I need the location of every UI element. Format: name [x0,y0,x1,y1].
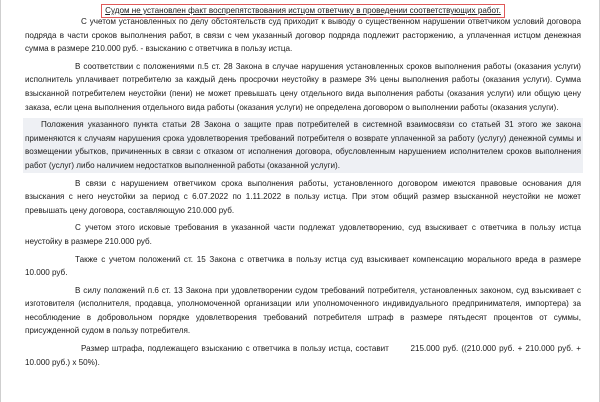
paragraph-fine-amount: Размер штрафа, подлежащего взысканию с ответчика в пользу истца, составит 215.000 руб. ((210.000 руб. + 210.000 руб. + 10.000 руб.) х 50%). [25,344,584,367]
document-body [25,0,584,369]
heading-row [25,0,581,15]
paragraph-article-28: Положения указанного пункта статьи 28 Закона о защите прав потребителей в системной взаимосвязи со статьей 31 этого же закона применяются к случаям нарушения срока удовлетворения требований потребителя о возврате уплаченной за работу (услугу) денежной суммы и возмещении убытков, причиненных в связи с отказом от исполнения договора, обусловленным нарушением исполнителем сроков выполнения работ (услуг) либо наличием недостатков выполненной работы (оказанной услуги). [23,118,583,172]
paragraph-delay-period: В связи с нарушением ответчиком срока выполнения работы, установленного договором имеются правовые основания для взыскания с него неустойки за период с 6.07.2022 по 1.11.2022 в пользу истца. При этом общий размер взысканной неустойки не может превышать цену договора, составляющую 210.000 руб. [25,178,581,215]
paragraph-fine-rule: В силу положений п.6 ст. 13 Закона при удовлетворении судом требований потребителя, установленных законом, суд взыскивает с изготовителя (исполнителя, продавца, уполномоченной организации или уполномоченного индивидуального предпринимателя, импортера) за несоблюдение в добровольном порядке удовлетворения требований потребителя штраф в размере пятьдесят процентов от суммы, присужденной судом в пользу потребителя. [25,285,581,336]
heading-highlighted: Судом не установлен факт воспрепятствования истцом ответчику в проведении соответствующих работ. [101,4,505,18]
paragraph-penalty-rule: В соответствии с положениями п.5 ст. 28 Закона в случае нарушения установленных сроков выполнения работы (оказания услуги) исполнитель уплачивает потребителю за каждый день просрочки неустойку в размере 3% цены выполнения работы (оказания услуги). Сумма взысканной потребителем неустойки (пени) не может превышать цену отдельного вида выполнения работы (оказания услуги) или общую цену заказа, если цена выполнения отдельного вида работы (оказания услуги) не определена договором о выполнении работы (оказания услуги). [25,61,581,112]
paragraph-termination: С учетом установленных по делу обстоятельств суд приходит к выводу о существенном нарушении ответчиком условий договора подряда в части сроков выполнения работ, в связи с чем указанный договор подряда подлежит расторжению, а уплаченная истцом денежная сумма в размере 210.000 руб. - взысканию с ответчика в пользу истца. [25,17,581,54]
paragraph-moral-damage: Также с учетом положений ст. 15 Закона с ответчика в пользу истца суд взыскивает компенсацию морального вреда в размере 10.000 руб. [25,254,581,278]
paragraph-penalty-amount: С учетом этого исковые требования в указанной части подлежат удовлетворению, суд взыскивает с ответчика в пользу истца неустойку в размере 210.000 руб. [25,223,581,246]
